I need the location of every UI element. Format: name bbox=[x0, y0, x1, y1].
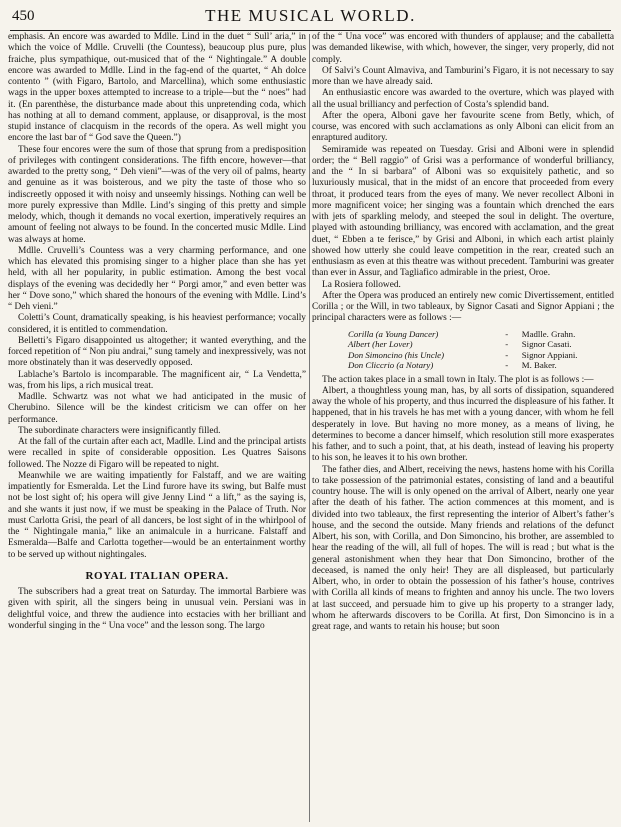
paragraph: emphasis. An encore was awarded to Mdlle. Lind in the duet “ Sull’ aria,” in which the voice of Mdlle. Cruvelli (the Countess), beaucoup plus pure, plus fraiche, plus sympathique, out-musiced that of the “ Nightingale.” A double encore was awarded to Mdlle. Lind in the fag-end of the quartet, “ Ah dolce contento ” (with Figaro, Bartolo, and Marcellina), which some enthusiastic wags in the upper boxes attempted to increase to a triple—but the “ noes” had it. (En parenthèse, the disturbance made about this unpretending coda, which has nothing at all to demand comment, applause, or disapproval, is the most stupid instance of clacquism in the records of the opera. As well might you encore the last bar of “ God save the Queen.”) bbox=[8, 32, 306, 144]
right-article-text bbox=[312, 32, 614, 325]
paragraph: Lablache’s Bartolo is incomparable. The magnificent air, “ La Vendetta,” was, from his lips, a rich musical treat. bbox=[8, 369, 306, 391]
royal-italian-opera-text bbox=[8, 587, 306, 632]
paragraph: Belletti’s Figaro disappointed us altogether; it wanted everything, and the forced repetition of “ Non piu andrai,” sung tamely and inexpressively, was not more obstinately than it was deservedly opposed. bbox=[8, 335, 306, 369]
paragraph: Madlle. Schwartz was not what we had anticipated in the music of Cherubino. Silence will be the kindest criticism we can offer on her performance. bbox=[8, 392, 306, 425]
cast-role: Don Cliccrio (a Notary) bbox=[348, 360, 434, 370]
paragraph: The father dies, and Albert, receiving the news, hastens home with his Corilla to take possession of the patrimonial estates, consisting of land and a beautiful country house. The will is only opened on the arrival of Albert, nearly one year after the death of his father. The action commences at this moment, and is divided into two tableaux, the first representing the interior of Albert’s father’s house, and the second the outside. Many friends and relations of the defunct Albert, his son, with Corilla, and Don Simoncino, his brother, are assembled to hear the reading of the will, all full of hopes. The will is read ; but what is the general astonishment when they hear that Don Simoncino, brother of the deceased, is named the only heir! They are all displeased, but particularly Albert, who, in order to obtain the possession of his father’s house, contrives with Corilla all kinds of means to frighten and annoy his uncle. The two lovers at last succeed, and persuade him to give up his property to a stranger lady, whom he afterwards discovers to be Corilla. At first, Don Simoncino is in a great rage, and wants to retain his house; but soon bbox=[312, 464, 614, 632]
cast-dash: - bbox=[505, 349, 509, 360]
paragraph: The action takes place in a small town in Italy. The plot is as follows :— bbox=[322, 374, 594, 385]
paragraph: of the “ Una voce” was encored with thunders of applause; and the caballetta was demanded likewise, with which, however, the singer, very properly, did not comply. bbox=[312, 32, 614, 65]
paragraph: After the opera, Alboni gave her favourite scene from Betly, which, of course, was encored with such acclamations as only Alboni can elicit from an enraptured auditory. bbox=[312, 110, 614, 144]
paragraph: At the fall of the curtain after each act, Madlle. Lind and the principal artists were recalled in spite of considerable opposition. Les Quatres Saisons followed. The Nozze di Figaro will be repeated to night. bbox=[8, 437, 306, 470]
page-header bbox=[10, 4, 611, 31]
page-number: 450 bbox=[12, 8, 35, 24]
cast-list bbox=[312, 329, 614, 371]
cast-performer: M. Baker. bbox=[521, 360, 557, 370]
cast-row bbox=[312, 360, 614, 371]
paragraph: Albert, a thoughtless young man, has, by all sorts of dissipation, squandered away the whole of his property, and thus incurred the displeasure of his father. It happened, that in his travels he has met with a young dancer, with whom he fell desperately in love. But having no more money, as a means of living, he determines to become a dancer himself, which resolution still more exasperates his father, and to such a point, that, at his death, instead of leaving his property to his son, he leaves it to his own brother. bbox=[312, 385, 614, 464]
cast-performer: Madlle. Grahn. bbox=[521, 328, 576, 339]
paragraph: An enthusiastic encore was awarded to the overture, which was played with all the usual brilliancy and perfection of Costa’s splendid band. bbox=[312, 88, 614, 110]
cast-role: Corilla (a Young Dancer) bbox=[348, 328, 439, 339]
running-title: THE MUSICAL WORLD. bbox=[205, 6, 416, 25]
paragraph: After the Opera was produced an entirely new comic Divertissement, entitled Corilla ; or the Will, in two tableaux, by Signor Casati and Signor Appiani ; the principal characters were as follows :— bbox=[312, 290, 614, 324]
section-heading-royal-italian-opera: ROYAL ITALIAN OPERA. bbox=[85, 569, 229, 582]
right-column bbox=[312, 32, 614, 824]
paragraph: The subordinate characters were insignificantly filled. bbox=[18, 425, 221, 436]
paragraph: Of Salvi’s Count Almaviva, and Tamburini’s Figaro, it is not necessary to say more than we have already said. bbox=[312, 65, 614, 87]
paragraph: La Rosiera followed. bbox=[322, 279, 401, 290]
cast-dash: - bbox=[505, 339, 509, 349]
plot-text bbox=[312, 375, 614, 634]
paragraph: Semiramide was repeated on Tuesday. Grisi and Alboni were in splendid order; the “ Bell raggio” of Grisi was a performance of wonderful brilliancy, and the “ In si barbara” of Alboni was so exquisitely pathetic, and so luxuriously musical, that in the midst of an encore that proceeded from every throat, it produced tears from the eyes of many. We never recollect Alboni in more magnificent voice; her singing was a fountain which drenched the ears with jets of sparkling melody, and steeped the soul in delight. The overture, played with astounding brilliancy, was encored with acclamation, and the great duet, “ Ebben a te ferisce,” by Grisi and Alboni, in which each artist plainly showed how utterly she could leave competition in the rear, created such an enthusiasm as even at this theatre was without precedent. Tamburini was greater than ever in Assur, and Tagliafico admirable in the priest, Oroe. bbox=[312, 144, 614, 279]
cast-performer: Signor Casati. bbox=[521, 339, 572, 349]
cast-row bbox=[312, 329, 614, 340]
paragraph: These four encores were the sum of those that sprung from a predisposition of privileges with contingent considerations. The fifth encore, however—that awarded to the pretty song, “ Deh vieni”—was of the very oil of palms, hearty and genuine as it was boisterous, and we pity the taste of those who so indiscreetly opposed it with noisy and unseemly hissings. Nothing can well be more purely expressive than Mdlle. Lind’s singing of this pretty and simple melody, which, though it demands no vocal exertion, imperatively requires an amount of feeling not always to be found. In the concerted music Mdlle. Lind was always at home. bbox=[8, 144, 306, 245]
cast-row bbox=[312, 339, 614, 350]
paragraph: Mdlle. Cruvelli’s Countess was a very charming performance, and one which has elevated this promising singer to a higher place than she has yet held, with all her popularity, in public estimation. Among the best vocal displays of the evening was decidedly her “ Porgi amor,” and even better was her “ Dove sono,” which shared the honours of the evening with Mdlle. Lind’s “ Deh vieni.” bbox=[8, 245, 306, 312]
cast-role: Albert (her Lover) bbox=[348, 339, 413, 349]
paragraph: The subscribers had a great treat on Saturday. The immortal Barbiere was given with spirit, all the singers being in unusual vein. Persiani was in delightful voice, and threw the audience into ecstacies with her brilliant and wonderful singing in the “ Una voce” and the lesson song. The largo bbox=[8, 587, 306, 631]
left-article-text bbox=[8, 32, 306, 561]
paragraph: Meanwhile we are waiting impatiently for Falstaff, and we are waiting impatiently for Esmeralda. Let the Lind furore have its swing, but Balfe must not be lost sight of; his opera will give Jenny Lind “ a lift,” as the saying is, and she wants it just now, if we must be speaking in the Palace of Truth. Nor must Carlotta Grisi, the pearl of all dancers, be lost sight of in the whirlpool of the “ Nightingale mania,” like an animalcule in a hurricane. Falstaff and Esmeralda—Balfe and Carlotta together—would be an entertainment worthy to be served up without nightingales. bbox=[8, 470, 306, 560]
paragraph: Coletti’s Count, dramatically speaking, is his heaviest performance; vocally considered, it is entitled to commendation. bbox=[8, 313, 306, 335]
cast-role: Don Simoncino (his Uncle) bbox=[348, 349, 445, 360]
cast-performer: Signor Appiani. bbox=[521, 349, 578, 360]
cast-dash: - bbox=[505, 360, 509, 370]
cast-row bbox=[312, 350, 614, 361]
left-column bbox=[8, 32, 306, 824]
cast-dash: - bbox=[505, 328, 509, 339]
column-rule bbox=[309, 34, 310, 822]
